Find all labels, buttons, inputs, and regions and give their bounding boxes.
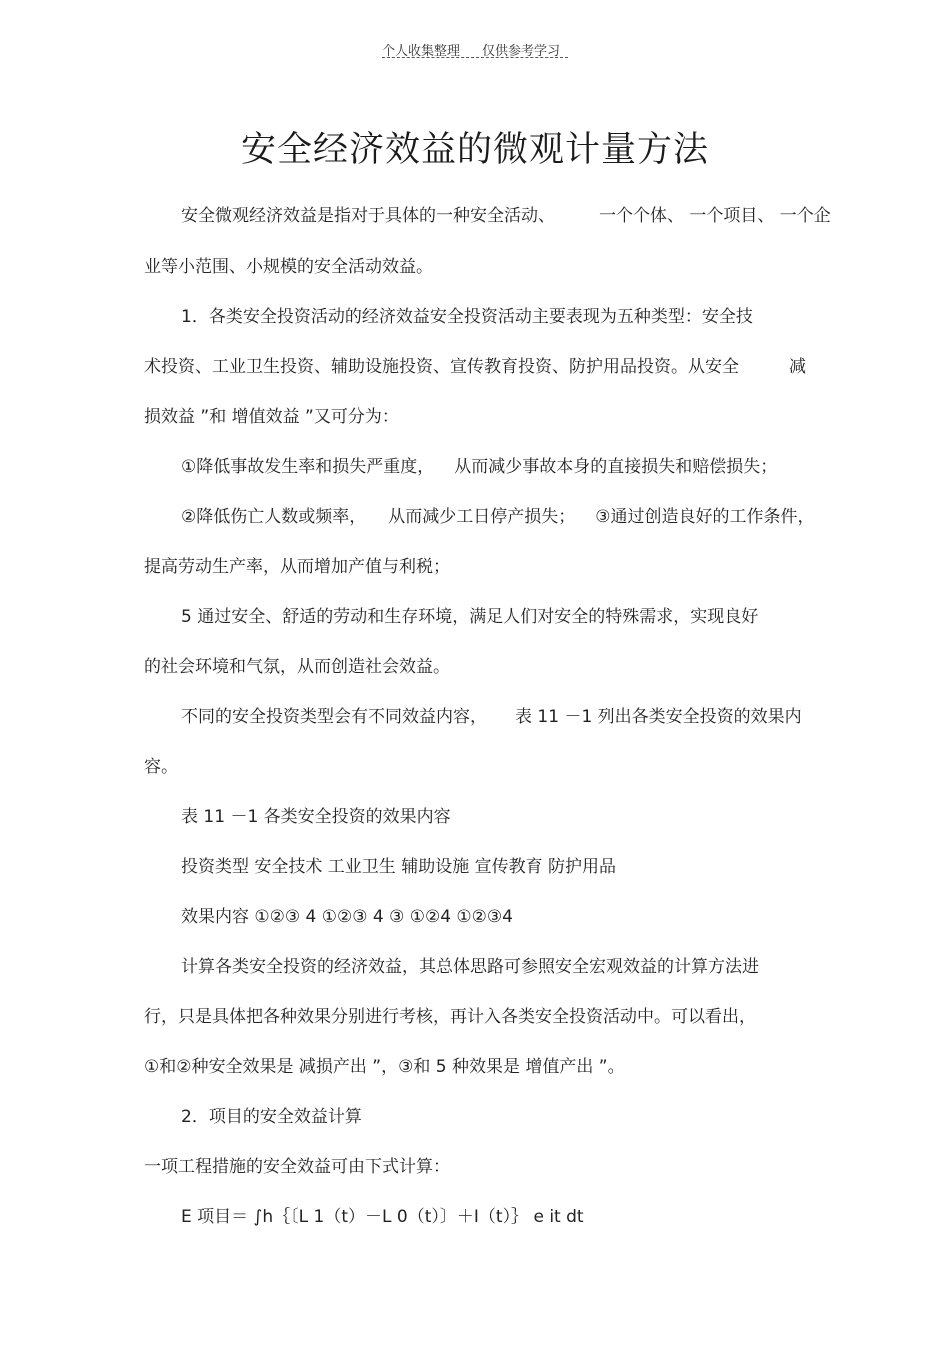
formula: E 项目＝ ∫h｛〔L 1（t）－L 0（t）〕＋I（t）｝ e it dt [181, 1207, 584, 1227]
header-right-text: 仅供参考学习 [482, 44, 561, 59]
header-left-text: 个人收集整理 [382, 44, 461, 59]
table-row: 投资类型 安全技术 工业卫生 辅助设施 宣传教育 防护用品 [181, 857, 617, 877]
text-line: 5 通过安全、舒适的劳动和生存环境，满足人们对安全的特殊需求，实现良好 [181, 607, 759, 627]
text-line: 损效益 ”和 增值效益 ”又可分为： [144, 407, 399, 427]
table-caption: 表 11 －1 各类安全投资的效果内容 [181, 807, 451, 827]
header-dashed-rule [382, 57, 568, 58]
text-line: 行，只是具体把各种效果分别进行考核，再计入各类安全投资活动中。可以看出， [144, 1007, 756, 1027]
document-title: 安全经济效益的微观计量方法 [240, 130, 709, 170]
text-line [181, 205, 831, 227]
text-segment: 不同的安全投资类型会有不同效益内容， [181, 707, 487, 727]
text-line: ①和②种安全效果是 减损产出 ”，③和 5 种效果是 增值产出 ”。 [144, 1057, 625, 1077]
text-segment: 一个个体、 一个项目、 一个企 [599, 206, 831, 226]
text-line: 减 [789, 357, 806, 377]
text-line: 术投资、工业卫生投资、辅助设施投资、宣传教育投资、防护用品投资。从安全 [144, 357, 739, 377]
text-line: 容。 [144, 757, 178, 777]
text-line [181, 706, 802, 728]
section-heading: 2．项目的安全效益计算 [181, 1107, 362, 1127]
text-segment: ①降低事故发生率和损失严重度， [181, 457, 435, 477]
text-segment: 表 11 －1 列出各类安全投资的效果内 [515, 707, 802, 727]
text-line: 提高劳动生产率，从而增加产值与利税； [144, 557, 450, 577]
table-row: 效果内容 ①②③ 4 ①②③ 4 ③ ①②4 ①②③4 [181, 907, 513, 927]
text-line [181, 456, 777, 478]
text-line: 的社会环境和气氛，从而创造社会效益。 [144, 657, 450, 677]
text-line: 1．各类安全投资活动的经济效益安全投资活动主要表现为五种类型：安全技 [181, 307, 753, 327]
text-line: 计算各类安全投资的经济效益，其总体思路可参照安全宏观效益的计算方法进 [181, 957, 759, 977]
text-line: 业等小范围、小规模的安全活动效益。 [144, 257, 433, 277]
text-segment: 安全微观经济效益是指对于具体的一种安全活动、 [181, 206, 555, 226]
text-segment: ②降低伤亡人数或频率， [181, 507, 367, 527]
text-line: 一项工程措施的安全效益可由下式计算： [144, 1157, 450, 1177]
text-segment: ③通过创造良好的工作条件， [595, 507, 815, 527]
text-segment: 从而减少工日停产损失； [388, 507, 576, 527]
text-segment: 从而减少事故本身的直接损失和赔偿损失； [454, 457, 778, 477]
text-line [181, 506, 815, 528]
